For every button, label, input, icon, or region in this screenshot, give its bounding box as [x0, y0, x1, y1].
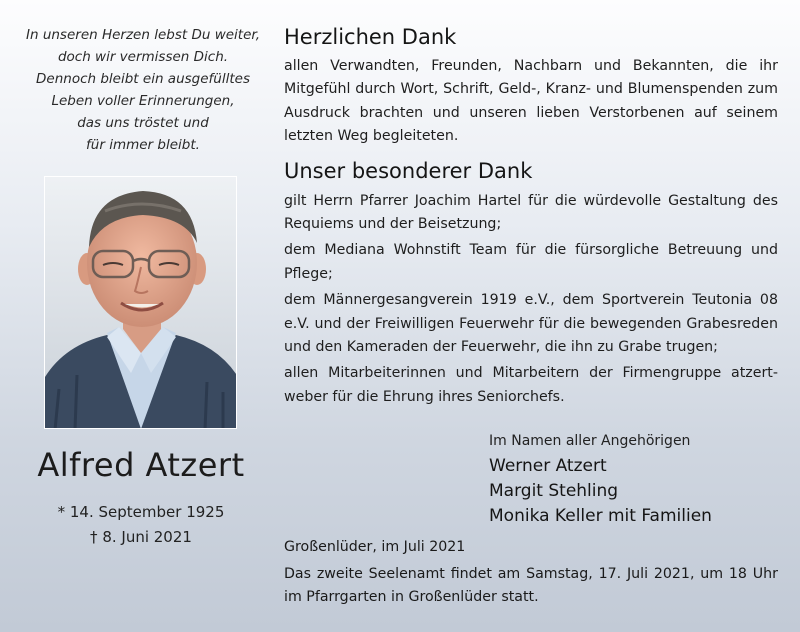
memorial-notice: Das zweite Seelenamt findet am Samstag, 17. Juli 2021, um 18 Uhr im Pfarrgarten in Großenlüder statt.: [284, 566, 778, 605]
poem-line: für immer bleibt.: [86, 137, 200, 153]
place-date: Großenlüder, im Juli 2021: [284, 539, 466, 555]
poem-line: das uns tröstet und: [77, 115, 209, 131]
signature-block: [489, 430, 779, 529]
thanks-section: [284, 22, 778, 412]
special-thanks-paragraph: dem Männergesangverein 1919 e.V., dem Sportverein Teutonia 08 e.V. und der Freiwilligen Feuerwehr für die bewegenden Grabesreden und den Kameraden der Feuerwehr, die ihn zu Grabe trugen;: [284, 292, 778, 356]
special-thanks-paragraph: dem Mediana Wohnstift Team für die fürsorgliche Betreuung und Pflege;: [284, 242, 778, 282]
signer-name: Monika Keller mit Familien: [489, 506, 712, 526]
thanks-text: allen Verwandten, Freunden, Nachbarn und Bekannten, die ihr Mitgefühl durch Wort, Schrift, Geld-, Kranz- und Blumenspenden zum Ausdruck brachten und unseren lieben Verstorbenen auf seinem letzten Weg begleiteten.: [284, 58, 778, 145]
deceased-name: Alfred Atzert: [37, 446, 245, 484]
special-thanks-paragraph: allen Mitarbeiterinnen und Mitarbeitern der Firmengruppe atzert-weber für die Ehrung ihres Seniorchefs.: [284, 365, 778, 405]
poem-line: doch wir vermissen Dich.: [57, 49, 229, 65]
special-thanks-paragraph: gilt Herrn Pfarrer Joachim Hartel für die würdevolle Gestaltung des Requiems und der Beisetzung;: [284, 192, 778, 233]
special-thanks-heading: Unser besonderer Dank: [284, 158, 533, 183]
poem-line: Dennoch bleibt ein ausgefülltes: [36, 71, 250, 87]
thanks-heading: Herzlichen Dank: [284, 25, 457, 49]
poem-line: In unseren Herzen lebst Du weiter,: [25, 27, 260, 43]
signer-name: Margit Stehling: [489, 481, 619, 501]
on-behalf-text: Im Namen aller Angehörigen: [489, 433, 691, 449]
signer-name: Werner Atzert: [489, 456, 607, 476]
portrait-photo: [44, 176, 237, 429]
life-dates: [0, 500, 282, 550]
birth-date: * 14. September 1925: [57, 503, 225, 521]
poem: [18, 24, 268, 156]
poem-line: Leben voller Erinnerungen,: [51, 93, 235, 109]
death-date: † 8. Juni 2021: [90, 528, 192, 546]
